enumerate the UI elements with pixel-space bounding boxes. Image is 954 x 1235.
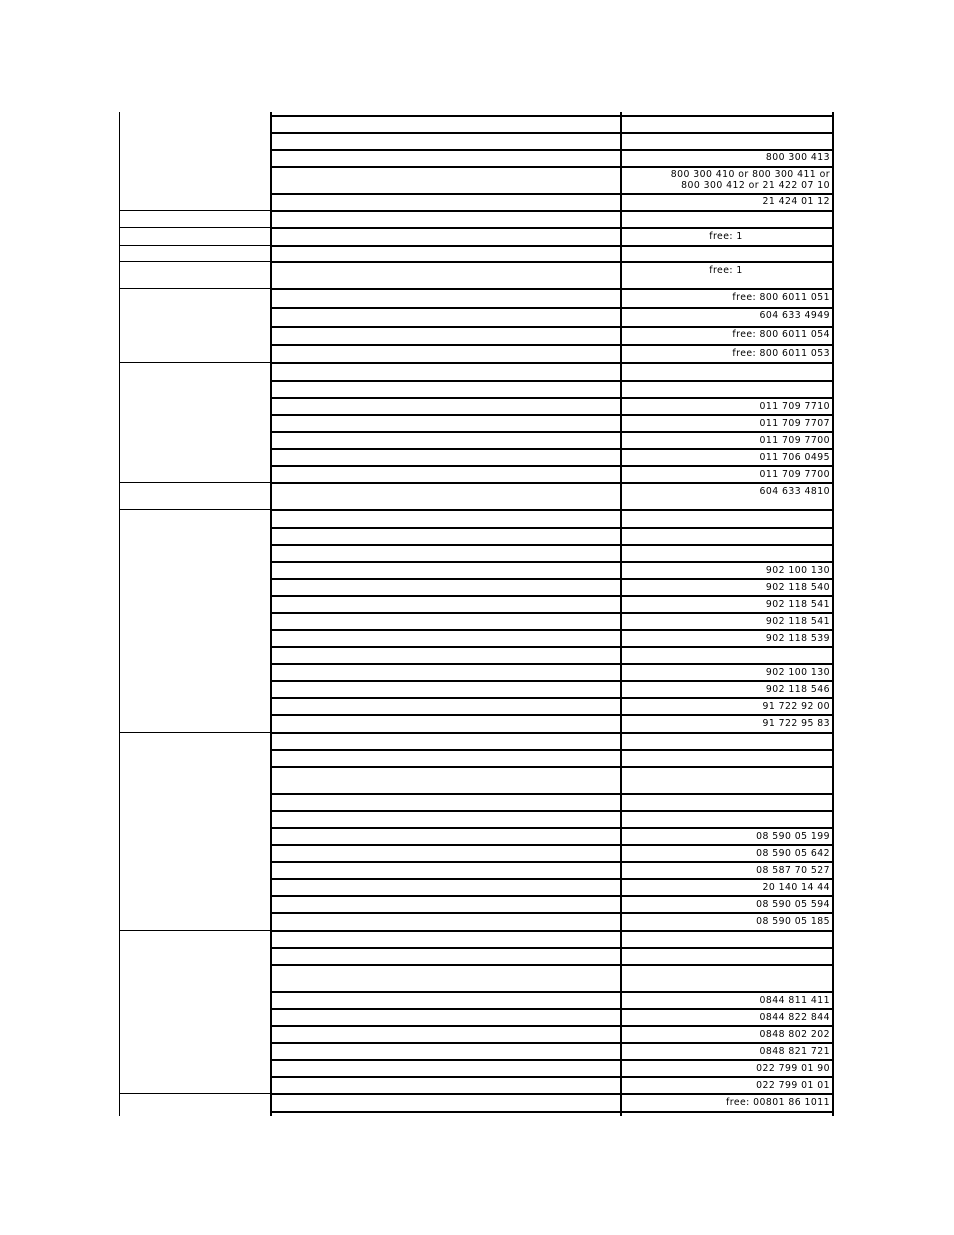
- group-rule: [119, 245, 271, 246]
- phone-number: 21 424 01 12: [762, 196, 830, 207]
- group-rule: [119, 509, 271, 510]
- row-rule: [270, 414, 834, 416]
- phone-number: 604 633 4810: [759, 486, 830, 497]
- row-rule: [270, 714, 834, 716]
- row-rule: [270, 149, 834, 151]
- row-rule: [270, 964, 834, 966]
- row-rule: [270, 448, 834, 450]
- row-rule: [270, 326, 834, 328]
- group-rule: [119, 362, 271, 363]
- group-rule: [119, 210, 271, 211]
- row-rule: [270, 115, 834, 117]
- phone-number: 022 799 01 90: [756, 1063, 830, 1074]
- row-rule: [270, 861, 834, 863]
- row-rule: [270, 629, 834, 631]
- row-rule: [270, 245, 834, 247]
- phone-number: 91 722 95 83: [762, 718, 830, 729]
- phone-number: 08 590 05 185: [756, 916, 830, 927]
- phone-number: 08 590 05 199: [756, 831, 830, 842]
- row-rule: [270, 878, 834, 880]
- row-rule: [270, 307, 834, 309]
- group-rule: [119, 261, 271, 262]
- row-rule: [270, 810, 834, 812]
- phone-number: 0848 802 202: [759, 1029, 830, 1040]
- row-rule: [270, 612, 834, 614]
- phone-number: free: 1: [709, 265, 743, 276]
- group-rule: [119, 227, 271, 228]
- row-rule: [270, 561, 834, 563]
- row-rule: [270, 749, 834, 751]
- row-rule: [270, 895, 834, 897]
- phone-number: 902 118 541: [765, 616, 830, 627]
- phone-number: 91 722 92 00: [762, 701, 830, 712]
- row-rule: [270, 527, 834, 529]
- group-rule: [119, 482, 271, 483]
- phone-number: 902 118 540: [765, 582, 830, 593]
- phone-number: 08 590 05 594: [756, 899, 830, 910]
- phone-number: 800 300 412 or 21 422 07 10: [681, 180, 830, 191]
- phone-number: 08 590 05 642: [756, 848, 830, 859]
- row-rule: [270, 912, 834, 914]
- phone-number: 011 709 7700: [759, 469, 830, 480]
- group-rule: [119, 1093, 271, 1094]
- phone-number: 902 100 130: [765, 565, 830, 576]
- row-rule: [270, 210, 834, 212]
- row-rule: [270, 947, 834, 949]
- phone-number: 011 709 7707: [759, 418, 830, 429]
- row-rule: [270, 732, 834, 734]
- row-rule: [270, 680, 834, 682]
- group-rule: [119, 930, 271, 931]
- phone-number: 902 100 130: [765, 667, 830, 678]
- row-rule: [270, 1076, 834, 1078]
- row-rule: [270, 991, 834, 993]
- row-rule: [270, 578, 834, 580]
- phone-number: free: 800 6011 051: [732, 292, 830, 303]
- phone-number: 011 709 7710: [759, 401, 830, 412]
- row-rule: [270, 646, 834, 648]
- row-rule: [270, 431, 834, 433]
- row-rule: [270, 1008, 834, 1010]
- phone-number: 902 118 546: [765, 684, 830, 695]
- row-rule: [270, 844, 834, 846]
- row-rule: [270, 509, 834, 511]
- row-rule: [270, 193, 834, 195]
- row-rule: [270, 166, 834, 168]
- group-rule: [119, 732, 271, 733]
- phone-number: 20 140 14 44: [762, 882, 830, 893]
- row-rule: [270, 663, 834, 665]
- row-rule: [270, 465, 834, 467]
- row-rule: [270, 132, 834, 134]
- phone-number: 800 300 413: [765, 152, 830, 163]
- row-rule: [270, 380, 834, 382]
- phone-number: 0844 811 411: [759, 995, 830, 1006]
- group-rule: [119, 288, 271, 289]
- phone-number: free: 1: [709, 231, 743, 242]
- row-rule: [270, 227, 834, 229]
- row-rule: [270, 362, 834, 364]
- row-rule: [270, 1059, 834, 1061]
- row-rule: [270, 595, 834, 597]
- phone-number: 0844 822 844: [759, 1012, 830, 1023]
- row-rule: [270, 930, 834, 932]
- row-rule: [270, 288, 834, 290]
- phone-number: free: 800 6011 053: [732, 348, 830, 359]
- row-rule: [270, 1111, 834, 1113]
- phone-number: 022 799 01 01: [756, 1080, 830, 1091]
- phone-number: 08 587 70 527: [756, 865, 830, 876]
- phone-number: 800 300 410 or 800 300 411 or: [670, 169, 830, 180]
- phone-number: 604 633 4949: [759, 310, 830, 321]
- row-rule: [270, 397, 834, 399]
- col-rule-left: [119, 112, 120, 1116]
- phone-number: 0848 821 721: [759, 1046, 830, 1057]
- row-rule: [270, 544, 834, 546]
- row-rule: [270, 793, 834, 795]
- phone-number: free: 00801 86 1011: [726, 1097, 830, 1108]
- row-rule: [270, 697, 834, 699]
- row-rule: [270, 827, 834, 829]
- phone-number: 902 118 541: [765, 599, 830, 610]
- row-rule: [270, 344, 834, 346]
- phone-number: 011 706 0495: [759, 452, 830, 463]
- phone-number: 902 118 539: [765, 633, 830, 644]
- row-rule: [270, 1093, 834, 1095]
- phone-number: free: 800 6011 054: [732, 329, 830, 340]
- phone-number: 011 709 7700: [759, 435, 830, 446]
- row-rule: [270, 766, 834, 768]
- row-rule: [270, 1025, 834, 1027]
- row-rule: [270, 482, 834, 484]
- row-rule: [270, 261, 834, 263]
- row-rule: [270, 1042, 834, 1044]
